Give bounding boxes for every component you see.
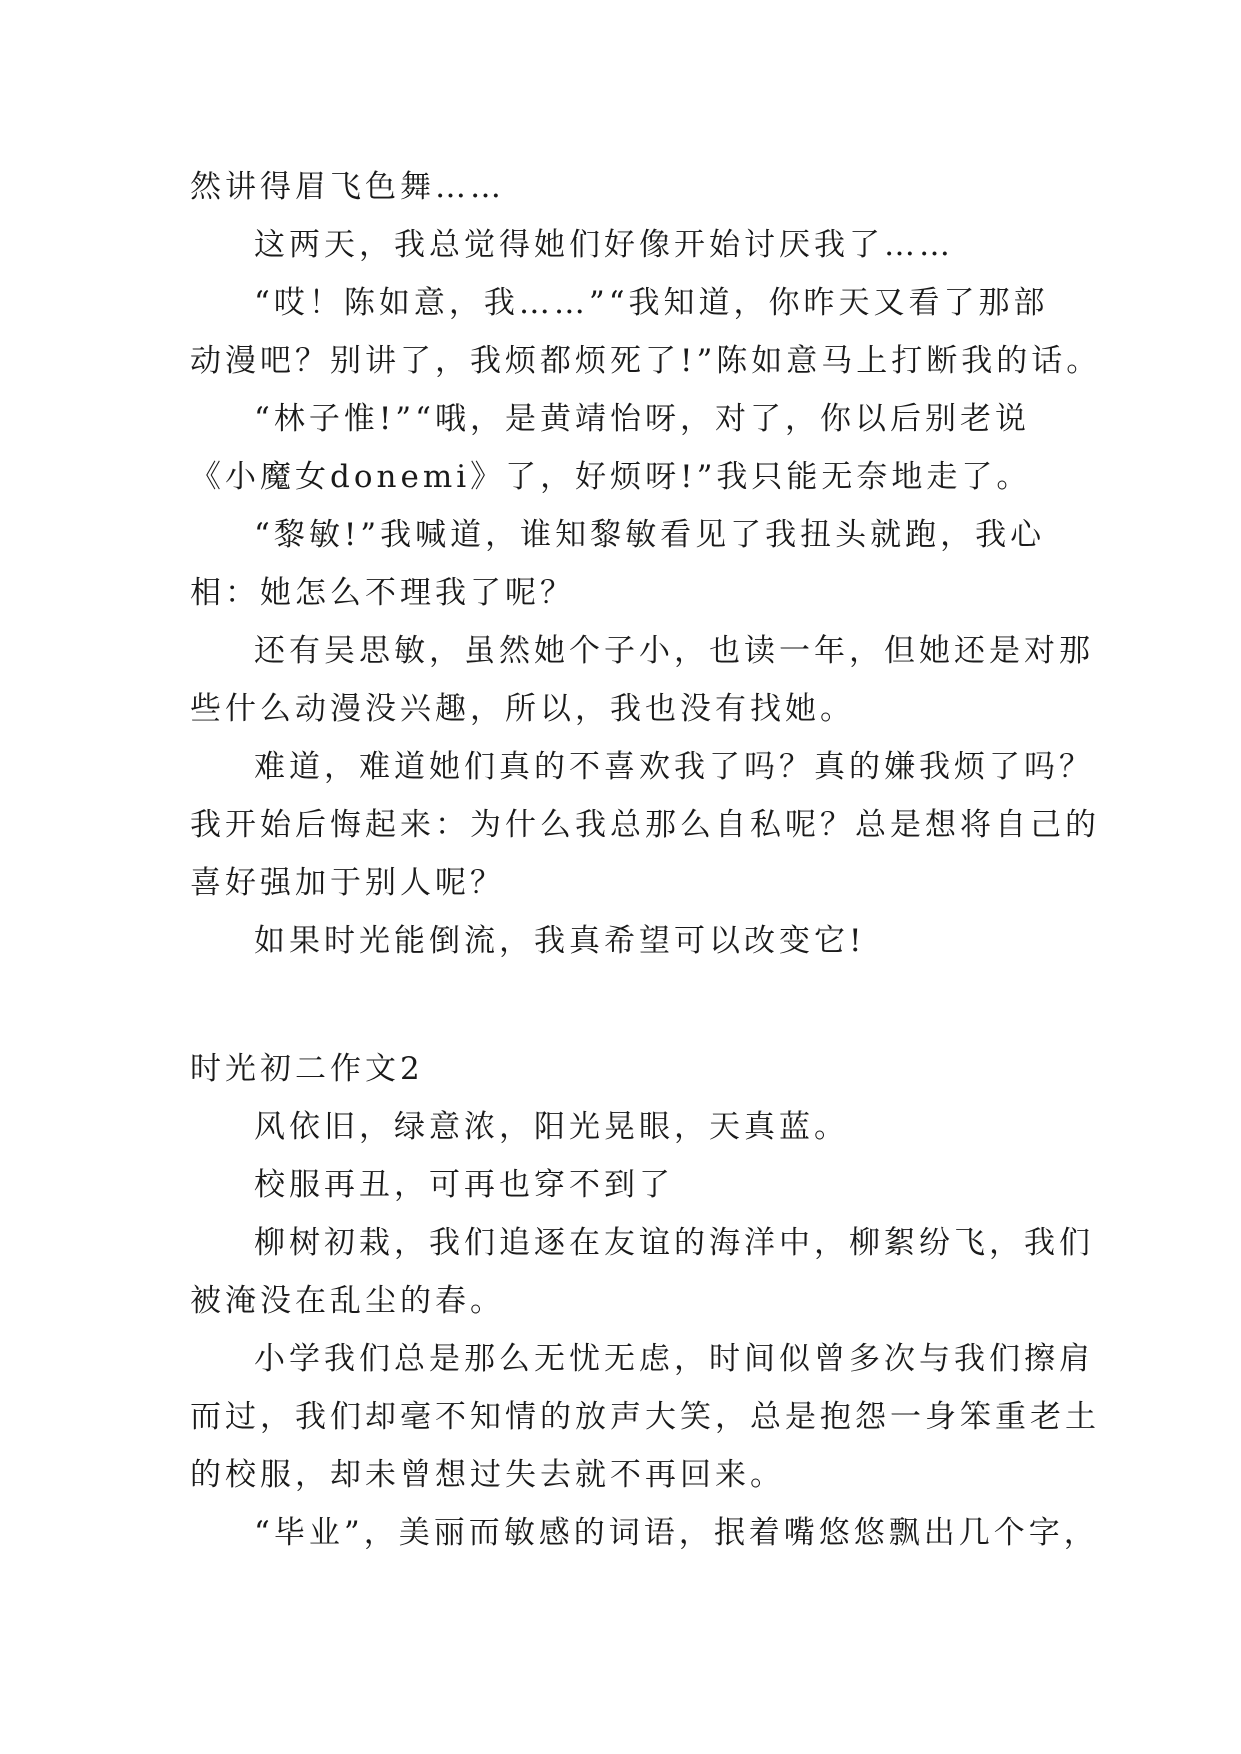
text-line: 而过，我们却毫不知情的放声大笑，总是抱怨一身笨重老土 xyxy=(190,1399,1100,1435)
text-line: 然讲得眉飞色舞…… xyxy=(190,169,505,205)
text-line: “林子惟!”“哦，是黄靖怡呀，对了，你以后别老说 xyxy=(254,401,1030,437)
text-line: 喜好强加于别人呢？ xyxy=(190,865,505,901)
text-line: 这两天，我总觉得她们好像开始讨厌我了…… xyxy=(254,227,954,263)
text-line: 的校服，却未曾想过失去就不再回来。 xyxy=(190,1457,785,1493)
text-line: 校服再丑，可再也穿不到了 xyxy=(254,1167,674,1203)
text-line: 动漫吧？别讲了，我烦都烦死了!”陈如意马上打断我的话。 xyxy=(190,343,1102,379)
text-line: 些什么动漫没兴趣，所以，我也没有找她。 xyxy=(190,691,855,727)
text-line: 如果时光能倒流，我真希望可以改变它! xyxy=(254,923,866,959)
text-line: 柳树初栽，我们追逐在友谊的海洋中，柳絮纷飞，我们 xyxy=(254,1225,1094,1261)
text-line: 还有吴思敏，虽然她个子小，也读一年，但她还是对那 xyxy=(254,633,1094,669)
section-heading: 时光初二作文2 xyxy=(190,1051,424,1087)
text-line: 相：她怎么不理我了呢？ xyxy=(190,575,575,611)
text-line: 《小魔女donemi》了，好烦呀!”我只能无奈地走了。 xyxy=(190,459,1032,495)
text-line: 被淹没在乱尘的春。 xyxy=(190,1283,505,1319)
text-line: “哎！陈如意，我……”“我知道，你昨天又看了那部 xyxy=(254,285,1049,321)
text-line: 风依旧，绿意浓，阳光晃眼，天真蓝。 xyxy=(254,1109,849,1145)
text-line: 小学我们总是那么无忧无虑，时间似曾多次与我们擦肩 xyxy=(254,1341,1094,1377)
text-line: 我开始后悔起来：为什么我总那么自私呢？总是想将自己的 xyxy=(190,807,1100,843)
text-line: “黎敏!”我喊道，谁知黎敏看见了我扭头就跑，我心 xyxy=(254,517,1046,553)
text-line: 难道，难道她们真的不喜欢我了吗？真的嫌我烦了吗？ xyxy=(254,749,1094,785)
text-line: “毕业”，美丽而敏感的词语，抿着嘴悠悠飘出几个字， xyxy=(254,1515,1099,1551)
